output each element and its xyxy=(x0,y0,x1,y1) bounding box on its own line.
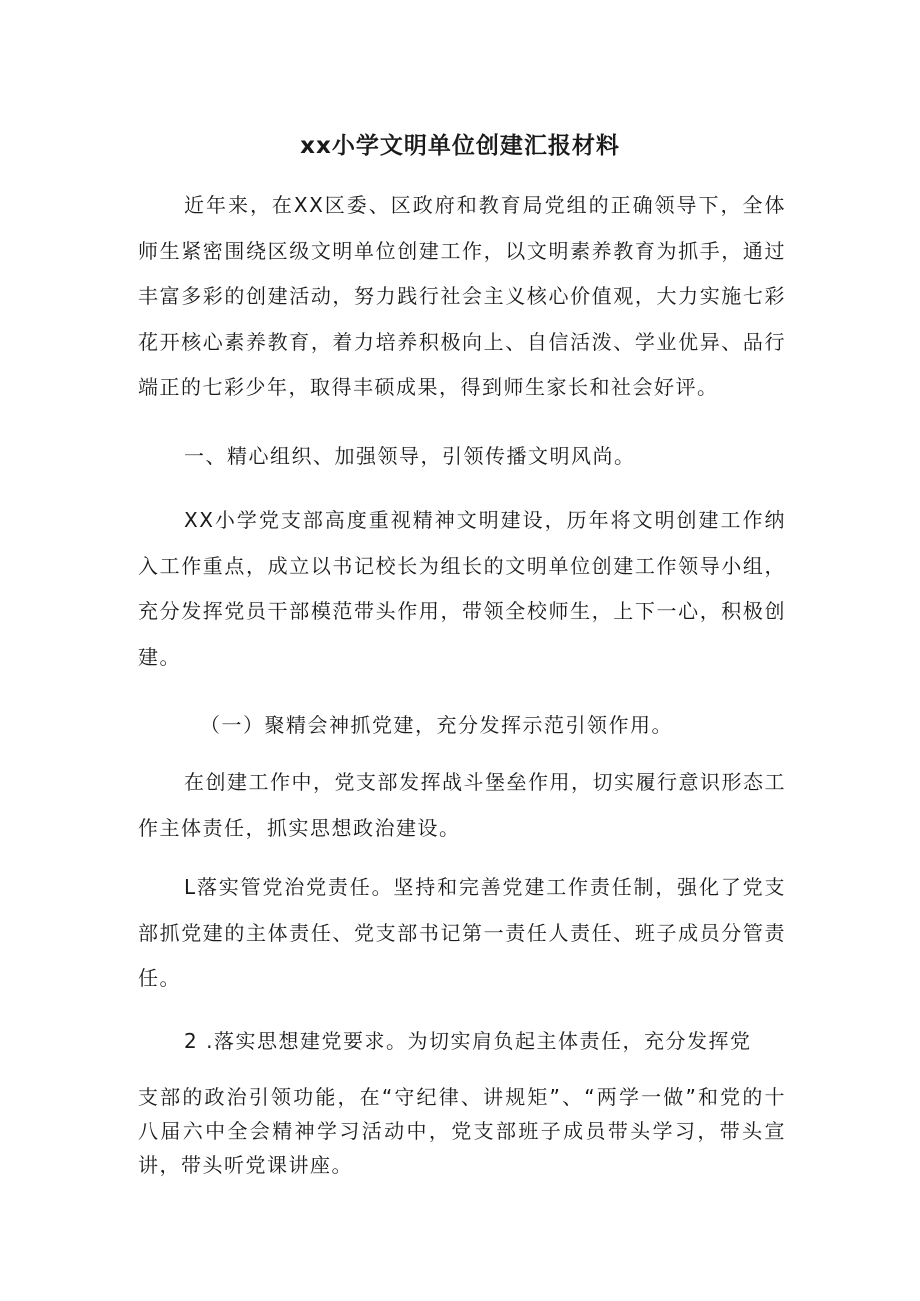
item-2-continuation-paragraph: 支部的政治引领功能，在“守纪律、讲规矩”、“两学一做”和党的十八届六中全会精神学习活动中，党支部班子成员带头学习，带头宣讲，带头听党课讲座。 xyxy=(138,1085,786,1177)
subsection-heading-1: （一）聚精会神抓党建，充分发挥示范引领作用。 xyxy=(200,713,673,737)
intro-paragraph: 近年来，在XX区委、区政府和教育局党组的正确领导下，全体师生紧密围绕区级文明单位创建工作，以文明素养教育为抓手，通过丰富多彩的创建活动，努力践行社会主义核心价值观，大力实施七彩花开核心素养教育，着力培养积极向上、自信活泼、学业优异、品行端正的七彩少年，取得丰硕成果，得到师生家长和社会好评。 xyxy=(138,193,786,399)
section-1-paragraph: XX小学党支部高度重视精神文明建设，历年将文明创建工作纳入工作重点，成立以书记校长为组长的文明单位创建工作领导小组，充分发挥党员干部模范带头作用，带领全校师生，上下一心，积极创建。 xyxy=(138,508,786,669)
section-heading-1: 一、精心组织、加强领导，引领传播文明风尚。 xyxy=(184,444,636,468)
document-title: xx小学文明单位创建汇报材料 xyxy=(300,133,620,159)
item-1-paragraph: L落实管党治党责任。坚持和完善党建工作责任制，强化了党支部抓党建的主体责任、党支部书记第一责任人责任、班子成员分管责任。 xyxy=(138,875,786,990)
item-2-paragraph: 2 .落实思想建党要求。为切实肩负起主体责任，充分发挥党 xyxy=(184,1029,752,1053)
subsection-1-paragraph: 在创建工作中，党支部发挥战斗堡垒作用，切实履行意识形态工作主体责任，抓实思想政治建设。 xyxy=(138,770,786,840)
